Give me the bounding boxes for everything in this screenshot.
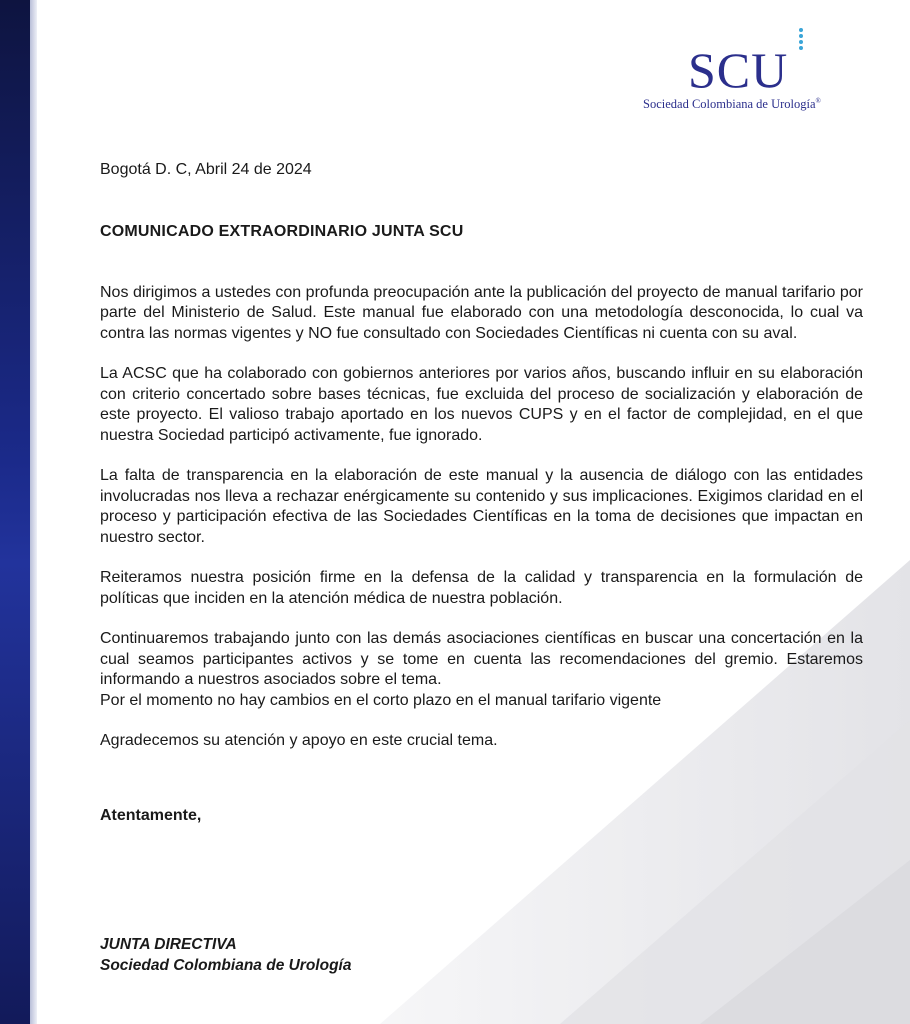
letter-date: Bogotá D. C, Abril 24 de 2024 [100, 161, 312, 178]
paragraph-5: Continuaremos trabajando junto con las demás asociaciones científicas en buscar una concertación en la cual seamos participantes activos y se tome en cuenta las recomendaciones del gremio. Estaremos informando a nuestros asociados sobre el tema. [100, 630, 863, 688]
paragraph-6: Agradecemos su atención y apoyo en este crucial tema. [100, 732, 498, 749]
paragraph-3: La falta de transparencia en la elaboración de este manual y la ausencia de diálogo con las entidades involucradas nos lleva a rechazar enérgicamente su contenido y sus implicaciones. Exigimos claridad en el proceso y participación efectiva de las Sociedades Científicas en la toma de decisiones que impactan en nuestro sector. [100, 467, 863, 546]
scu-logo [640, 28, 870, 118]
letter-body [100, 160, 863, 826]
closing-salutation: Atentamente, [100, 806, 202, 824]
paragraph-5-last-line: Por el momento no hay cambios en el corto plazo en el manual tarifario vigente [100, 691, 662, 709]
left-accent-bar [0, 0, 30, 1024]
logo-letters: SCU [688, 42, 789, 98]
signature-title: JUNTA DIRECTIVA [100, 936, 237, 953]
paragraph-1: Nos dirigimos a ustedes con profunda preocupación ante la publicación del proyecto de manual tarifario por parte del Ministerio de Salud. Este manual fue elaborado con una metodología desconocida, lo cual va contra las normas vigentes y NO fue consultado con Sociedades Científicas ni cuenta con su aval. [100, 283, 863, 342]
logo-dots-icon [797, 28, 805, 52]
signature-block [100, 935, 351, 976]
paragraph-4: Reiteramos nuestra posición firme en la defensa de la calidad y transparencia en la formulación de políticas que inciden en la atención médica de nuestra población. [100, 569, 863, 607]
left-accent-edge [30, 0, 37, 1024]
signature-organization: Sociedad Colombiana de Urología [100, 956, 352, 974]
logo-tagline: Sociedad Colombiana de Urología® [643, 97, 821, 112]
letter-heading: COMUNICADO EXTRAORDINARIO JUNTA SCU [100, 223, 464, 240]
paragraph-2: La ACSC que ha colaborado con gobiernos anteriores por varios años, buscando influir en su elaboración con criterio concertado sobre bases técnicas, fue excluida del proceso de socialización y elaboración de este proyecto. El valioso trabajo aportado en los nuevos CUPS y en el factor de complejidad, en el que nuestra Sociedad participó activamente, fue ignorado. [100, 365, 863, 444]
